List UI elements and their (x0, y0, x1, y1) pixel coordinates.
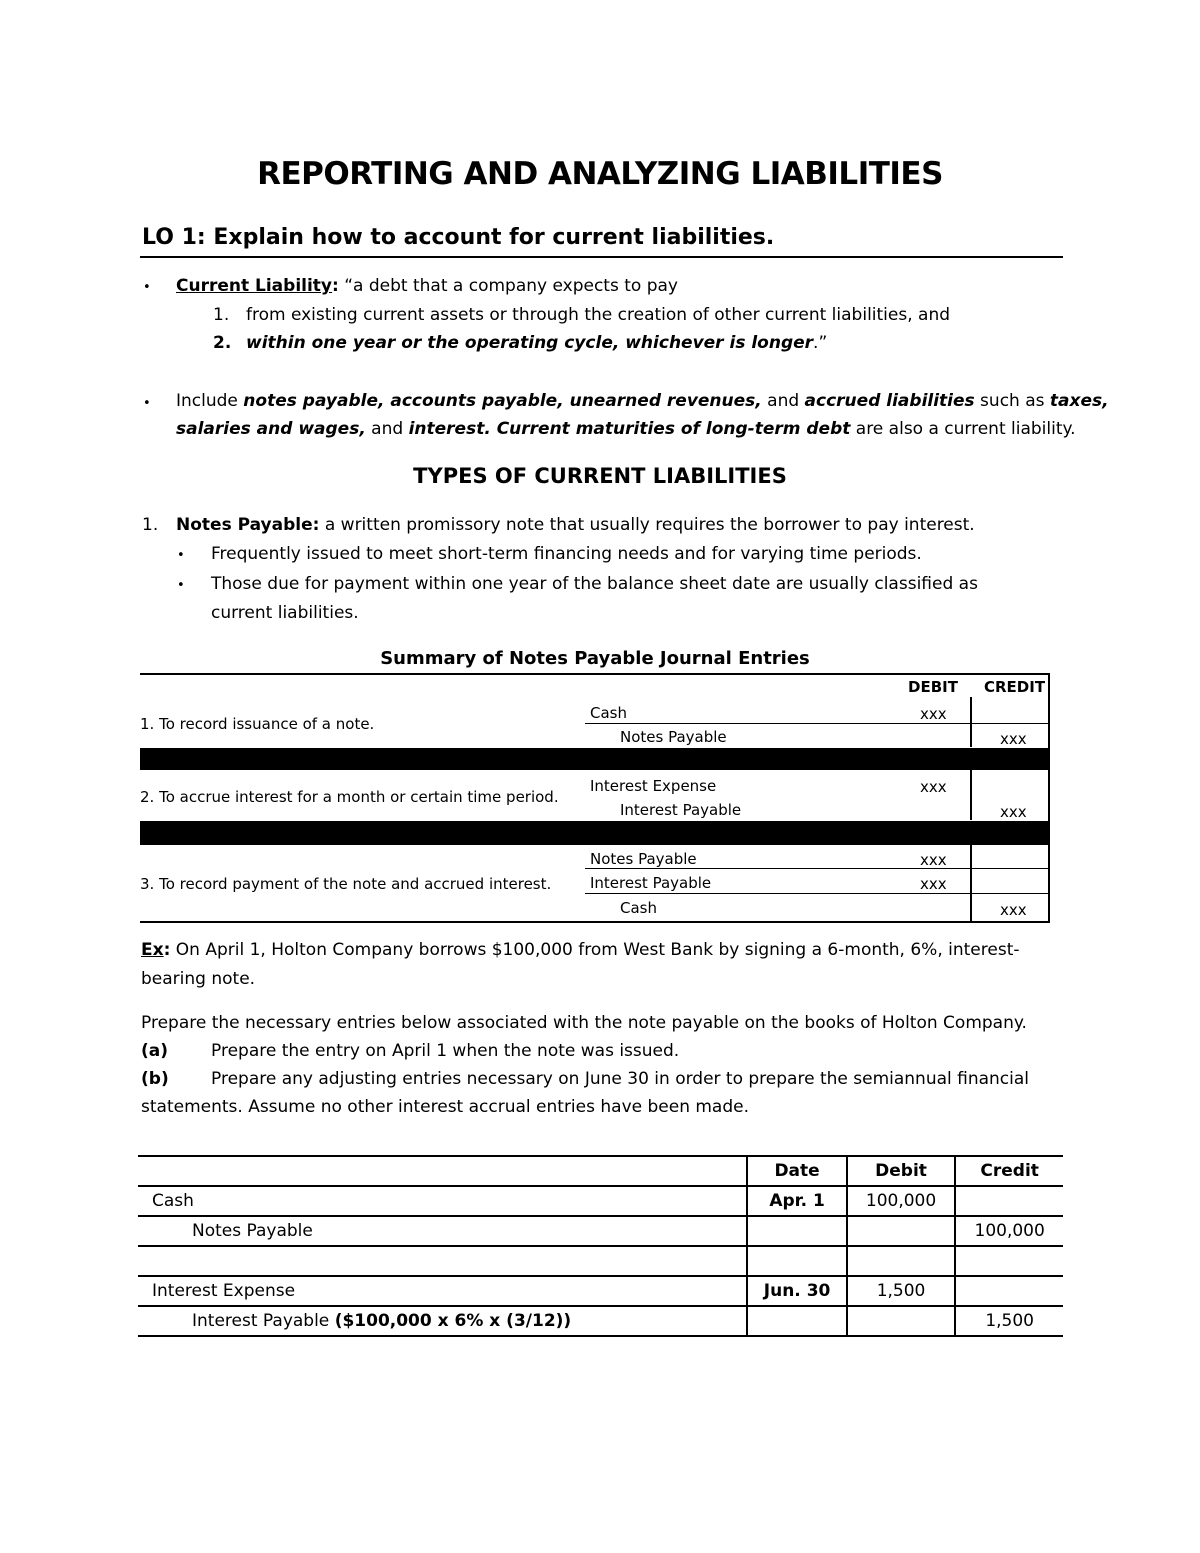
debit-amount: xxx (920, 875, 947, 893)
page-title: REPORTING AND ANALYZING LIABILITIES (257, 156, 943, 192)
entry-label: 2. To accrue interest for a month or certain time period. (140, 788, 559, 806)
account-name: Interest Expense (590, 777, 717, 795)
text: are also a current liability. (850, 419, 1076, 439)
emphasis: salaries and wages, (176, 419, 366, 439)
part-b-text: Prepare any adjusting entries necessary on June 30 in order to prepare the semiannual financial (211, 1069, 1030, 1089)
list-item: Frequently issued to meet short-term financing needs and for varying time periods. (211, 544, 922, 564)
include-paragraph-line2 (176, 419, 1076, 439)
emphasis: interest. Current maturities of long-term debt (408, 419, 851, 439)
entry-label: 3. To record payment of the note and accrued interest. (140, 875, 552, 893)
date-cell: Apr. 1 (747, 1186, 846, 1216)
list-item-tail: .” (813, 333, 828, 353)
section-heading: TYPES OF CURRENT LIABILITIES (413, 464, 787, 488)
table-border (1048, 675, 1050, 921)
header-account (138, 1156, 747, 1186)
column-divider (970, 697, 972, 747)
account-name: Interest Payable (590, 874, 712, 892)
credit-amount: xxx (1000, 901, 1027, 919)
debit-amount: xxx (920, 851, 947, 869)
bullet-icon: • (177, 548, 185, 563)
emphasis: notes payable, accounts payable, unearned revenues, (243, 391, 762, 411)
notes-payable-term: Notes Payable: (176, 515, 320, 535)
debit-amount: xxx (920, 705, 947, 723)
account-name: Interest Payable (620, 801, 742, 819)
term-colon: : (332, 276, 339, 296)
example-colon: : (163, 940, 171, 960)
credit-header: CREDIT (984, 678, 1046, 696)
interest-calculation: ($100,000 x 6% x (3/12)) (334, 1311, 572, 1331)
list-item: Those due for payment within one year of the balance sheet date are usually classified as (211, 574, 978, 594)
prepare-instructions: Prepare the necessary entries below associated with the note payable on the books of Holton Company. (141, 1013, 1027, 1033)
credit-cell: 100,000 (955, 1216, 1063, 1246)
account-name: Cash (590, 704, 627, 722)
table-row (138, 1246, 1063, 1276)
example-text: On April 1, Holton Company borrows $100,000 from West Bank by signing a 6-month, 6%, interest- (170, 940, 1020, 960)
part-a-label: (a) (141, 1041, 169, 1061)
separator-band (140, 748, 1050, 770)
header-debit: Debit (847, 1156, 956, 1186)
list-item (246, 333, 827, 353)
debit-cell: 100,000 (847, 1186, 956, 1216)
table-row (138, 1276, 1063, 1306)
emphasis: accrued liabilities (804, 391, 975, 411)
example-label: Ex (141, 940, 164, 960)
table-row (138, 1186, 1063, 1216)
list-item-emphasis: within one year or the operating cycle, whichever is longer (246, 333, 814, 353)
account-name: Notes Payable (590, 850, 697, 868)
text: and (761, 391, 805, 411)
text: and (365, 419, 409, 439)
debit-cell: 1,500 (847, 1276, 956, 1306)
definition-text: a written promissory note that usually requires the borrower to pay interest. (319, 515, 975, 535)
current-liability-definition (176, 276, 678, 296)
learning-objective-heading: LO 1: Explain how to account for current liabilities. (142, 225, 775, 250)
table-row (138, 1216, 1063, 1246)
row-rule (585, 893, 1050, 894)
header-date: Date (747, 1156, 846, 1186)
date-cell: Jun. 30 (747, 1276, 846, 1306)
debit-cell (847, 1306, 956, 1336)
table-header-row (138, 1156, 1063, 1186)
date-cell (747, 1306, 846, 1336)
example-line2: bearing note. (141, 969, 256, 989)
notes-payable-definition (176, 515, 975, 535)
list-item: current liabilities. (211, 603, 359, 623)
row-rule (585, 868, 1050, 869)
account-cell: Interest Expense (138, 1276, 747, 1306)
journal-entry-table (138, 1155, 1063, 1337)
account-name: Interest Payable (192, 1311, 335, 1331)
include-paragraph-line1 (176, 391, 1109, 411)
account-name: Notes Payable (620, 728, 727, 746)
header-credit: Credit (955, 1156, 1063, 1186)
row-rule (585, 723, 1050, 724)
debit-header: DEBIT (908, 678, 958, 696)
summary-journal-table (140, 673, 1050, 923)
entry-label: 1. To record issuance of a note. (140, 715, 375, 733)
credit-cell: 1,500 (955, 1306, 1063, 1336)
text: such as (974, 391, 1050, 411)
account-cell (138, 1306, 747, 1336)
account-name: Cash (620, 899, 657, 917)
part-b-text-cont: statements. Assume no other interest accrual entries have been made. (141, 1097, 750, 1117)
account-cell (138, 1246, 747, 1276)
text: Include (176, 391, 244, 411)
summary-table-title: Summary of Notes Payable Journal Entries (380, 648, 810, 669)
credit-amount: xxx (1000, 803, 1027, 821)
account-cell: Cash (138, 1186, 747, 1216)
debit-amount: xxx (920, 778, 947, 796)
credit-cell (955, 1246, 1063, 1276)
example-line1 (141, 940, 1020, 960)
separator-band (140, 821, 1050, 845)
part-a-text: Prepare the entry on April 1 when the note was issued. (211, 1041, 680, 1061)
debit-cell (847, 1216, 956, 1246)
column-divider (970, 770, 972, 820)
emphasis: taxes, (1049, 391, 1109, 411)
credit-cell (955, 1186, 1063, 1216)
part-b-label: (b) (141, 1069, 169, 1089)
table-row (138, 1306, 1063, 1336)
list-number: 2. (213, 333, 232, 353)
credit-amount: xxx (1000, 730, 1027, 748)
list-number: 1. (213, 305, 230, 325)
debit-cell (847, 1246, 956, 1276)
credit-cell (955, 1276, 1063, 1306)
list-number: 1. (142, 515, 159, 535)
bullet-icon: • (143, 396, 151, 411)
bullet-icon: • (143, 280, 151, 295)
heading-rule (140, 256, 1063, 258)
list-item: from existing current assets or through the creation of other current liabilities, and (246, 305, 951, 325)
column-divider (970, 845, 972, 921)
bullet-icon: • (177, 578, 185, 593)
account-cell: Notes Payable (138, 1216, 747, 1246)
definition-text: “a debt that a company expects to pay (338, 276, 678, 296)
date-cell (747, 1216, 846, 1246)
current-liability-term: Current Liability (176, 276, 333, 296)
date-cell (747, 1246, 846, 1276)
